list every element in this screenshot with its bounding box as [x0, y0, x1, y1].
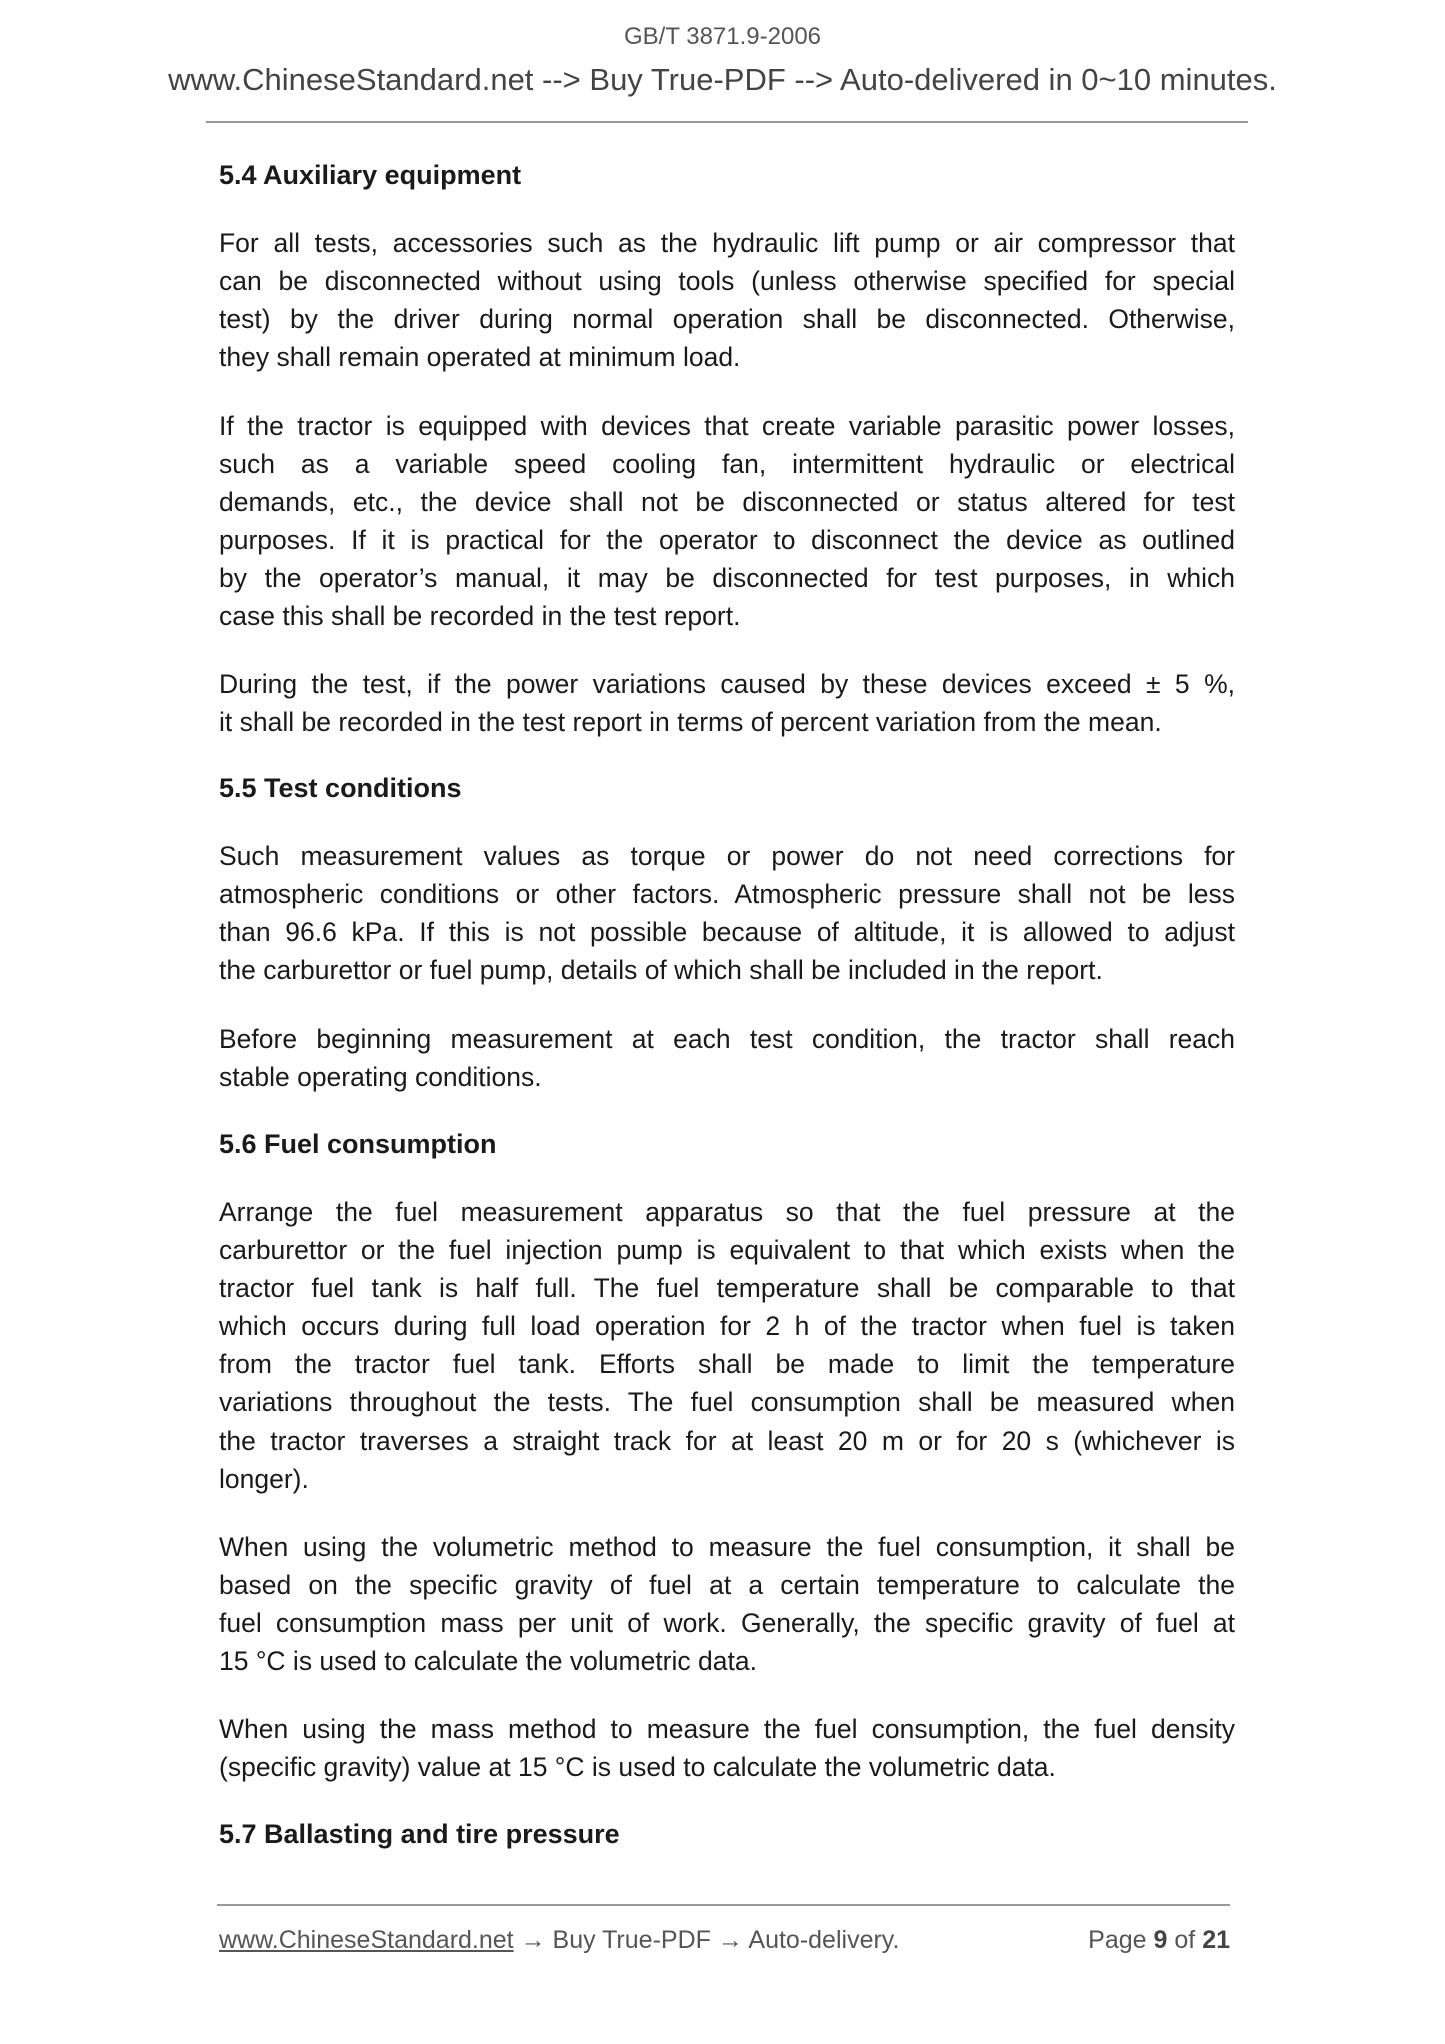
paragraph-line: from the tractor fuel tank. Efforts shall be made to limit the temperature: [219, 1349, 1235, 1380]
paragraph: [219, 1193, 1235, 1498]
footer-tagline: → Buy True-PDF → Auto-delivery.: [513, 1926, 900, 1954]
paragraph-line: Arrange the fuel measurement apparatus so that the fuel pressure at the: [219, 1197, 1235, 1227]
paragraph-line: Before beginning measurement at each test condition, the tractor shall reach: [219, 1024, 1235, 1054]
paragraph-line: test) by the driver during normal operation shall be disconnected. Otherwise,: [219, 304, 1235, 335]
paragraph-line: 15 °C is used to calculate the volumetric data.: [219, 1646, 757, 1677]
paragraph-line: case this shall be recorded in the test report.: [219, 601, 741, 632]
paragraph-line: (specific gravity) value at 15 °C is used to calculate the volumetric data.: [219, 1752, 1056, 1783]
paragraph-line: longer).: [219, 1463, 309, 1494]
paragraph-line: tractor fuel tank is half full. The fuel temperature shall be comparable to that: [219, 1273, 1235, 1304]
paragraph-line: based on the specific gravity of fuel at a certain temperature to calculate the: [219, 1570, 1235, 1601]
paragraph-line: variations throughout the tests. The fuel consumption shall be measured when: [219, 1387, 1235, 1418]
paragraph-line: For all tests, accessories such as the hydraulic lift pump or air compressor that: [219, 228, 1235, 258]
paragraph-line: than 96.6 kPa. If this is not possible because of altitude, it is allowed to adjust: [219, 917, 1235, 948]
header-banner: www.ChineseStandard.net --> Buy True-PDF --> Auto-delivered in 0~10 minutes.: [168, 62, 1277, 97]
total-pages: 21: [1202, 1926, 1230, 1954]
paragraph-line: carburettor or the fuel injection pump is equivalent to that which exists when the: [219, 1235, 1235, 1266]
footer-link[interactable]: www.ChineseStandard.net: [219, 1926, 514, 1954]
footer-left: [219, 1922, 899, 1958]
section-heading: 5.6 Fuel consumption: [219, 1129, 497, 1159]
paragraph-line: the tractor traverses a straight track for at least 20 m or for 20 s (whichever is: [219, 1425, 1235, 1456]
paragraph-line: it shall be recorded in the test report in terms of percent variation from the mean.: [219, 707, 1162, 738]
of-label: of: [1174, 1926, 1196, 1954]
paragraph-line: stable operating conditions.: [219, 1062, 542, 1093]
paragraph-line: atmospheric conditions or other factors. Atmospheric pressure shall not be less: [219, 879, 1235, 910]
paragraph-line: Such measurement values as torque or power do not need corrections for: [219, 841, 1235, 871]
paragraph-line: When using the volumetric method to measure the fuel consumption, it shall be: [219, 1532, 1235, 1562]
section-heading: 5.5 Test conditions: [219, 773, 462, 803]
paragraph: [219, 1710, 1235, 1786]
paragraph: [219, 1528, 1235, 1680]
paragraph: [219, 407, 1235, 636]
paragraph-line: purposes. If it is practical for the operator to disconnect the device as outlined: [219, 525, 1235, 556]
paragraph: [219, 1020, 1235, 1096]
paragraph-line: fuel consumption mass per unit of work. Generally, the specific gravity of fuel at: [219, 1608, 1235, 1639]
standard-code: GB/T 3871.9-2006: [623, 23, 822, 50]
paragraph-line: can be disconnected without using tools (unless otherwise specified for special: [219, 266, 1235, 297]
paragraph-line: the carburettor or fuel pump, details of which shall be included in the report.: [219, 955, 1103, 986]
header-divider: [206, 121, 1248, 123]
section-heading: 5.4 Auxiliary equipment: [219, 160, 522, 190]
page-label: Page: [1088, 1926, 1147, 1954]
page-indicator: [1088, 1922, 1230, 1958]
paragraph-line: When using the mass method to measure the fuel consumption, the fuel density: [219, 1714, 1235, 1744]
paragraph: [219, 224, 1235, 376]
section-heading: 5.7 Ballasting and tire pressure: [219, 1819, 620, 1849]
footer-divider: [217, 1904, 1230, 1906]
paragraph-line: which occurs during full load operation for 2 h of the tractor when fuel is taken: [219, 1311, 1235, 1342]
paragraph: [219, 837, 1235, 989]
page-number: 9: [1153, 1926, 1168, 1954]
paragraph-line: by the operator’s manual, it may be disconnected for test purposes, in which: [219, 563, 1235, 594]
paragraph-line: If the tractor is equipped with devices that create variable parasitic power losses,: [219, 411, 1235, 441]
paragraph-line: they shall remain operated at minimum load.: [219, 342, 741, 373]
paragraph-line: such as a variable speed cooling fan, intermittent hydraulic or electrical: [219, 449, 1235, 480]
paragraph-line: demands, etc., the device shall not be disconnected or status altered for test: [219, 487, 1235, 518]
paragraph: [219, 665, 1235, 741]
paragraph-line: During the test, if the power variations caused by these devices exceed ± 5 %,: [219, 669, 1235, 699]
